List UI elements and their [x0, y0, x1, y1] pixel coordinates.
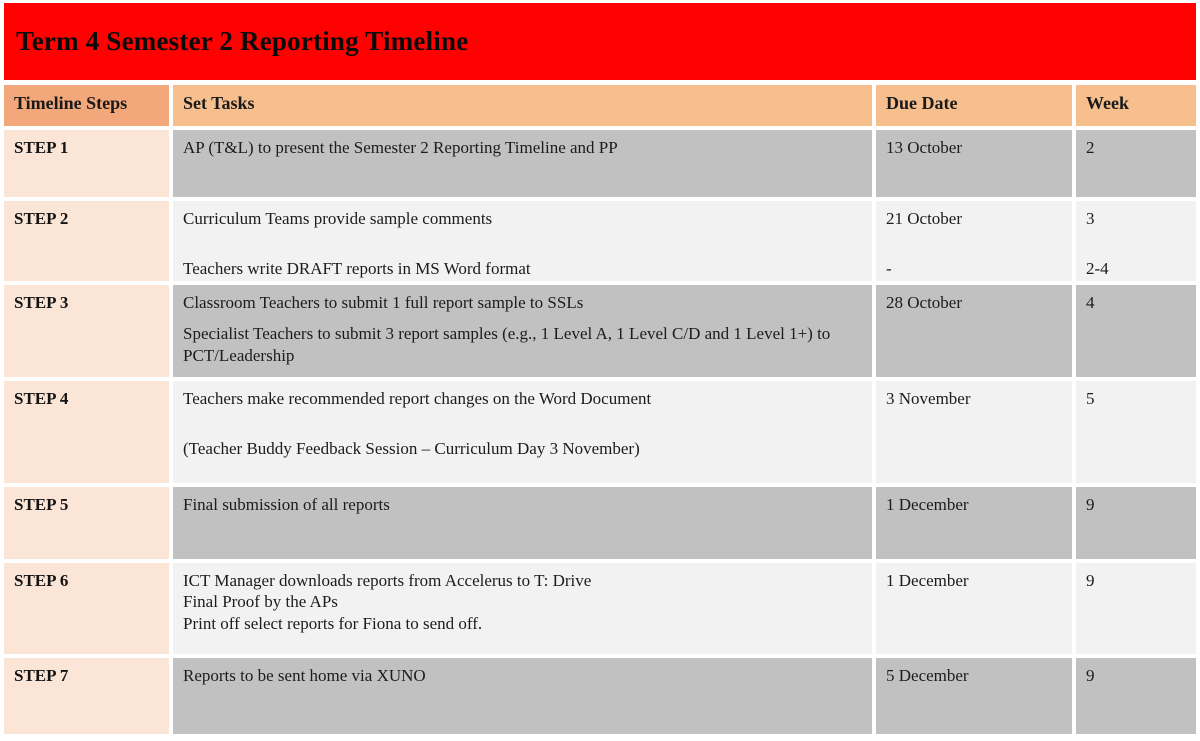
header-due-date: Due Date — [876, 85, 1072, 126]
task-line: Curriculum Teams provide sample comments — [183, 209, 493, 228]
week-cell — [1076, 201, 1196, 281]
task-cell — [173, 285, 872, 377]
week-cell — [1076, 130, 1196, 197]
step-cell: STEP 7 — [4, 658, 169, 734]
task-line: Classroom Teachers to submit 1 full report sample to SSLs — [183, 293, 584, 312]
week-line: 4 — [1086, 293, 1095, 312]
timeline-table — [4, 85, 1196, 734]
step-cell: STEP 5 — [4, 487, 169, 559]
due-line: 21 October — [886, 209, 963, 228]
task-cell — [173, 563, 872, 654]
due-line: 5 December — [886, 666, 969, 685]
week-line: 5 — [1086, 389, 1095, 408]
due-line: - — [886, 259, 892, 279]
week-cell — [1076, 381, 1196, 483]
step-cell: STEP 6 — [4, 563, 169, 654]
due-cell — [876, 285, 1072, 377]
due-cell — [876, 658, 1072, 734]
due-cell — [876, 487, 1072, 559]
task-line: Reports to be sent home via XUNO — [183, 666, 426, 685]
due-line: 1 December — [886, 571, 969, 590]
task-cell — [173, 130, 872, 197]
task-cell — [173, 658, 872, 734]
week-cell — [1076, 563, 1196, 654]
due-cell — [876, 563, 1072, 654]
due-line: 13 October — [886, 138, 963, 157]
page-title: Term 4 Semester 2 Reporting Timeline — [16, 26, 469, 56]
due-cell — [876, 381, 1072, 483]
week-line: 2 — [1086, 138, 1095, 157]
task-line: Final Proof by the APs — [183, 592, 338, 612]
due-cell — [876, 130, 1072, 197]
due-line: 28 October — [886, 293, 963, 312]
task-line: ICT Manager downloads reports from Accelerus to T: Drive — [183, 571, 592, 590]
task-line: Print off select reports for Fiona to send off. — [183, 613, 483, 633]
header-set-tasks: Set Tasks — [173, 85, 872, 126]
week-line: 9 — [1086, 666, 1095, 685]
task-cell — [173, 487, 872, 559]
week-line: 9 — [1086, 495, 1095, 514]
week-line: 3 — [1086, 209, 1095, 228]
step-cell: STEP 3 — [4, 285, 169, 377]
week-line: 9 — [1086, 571, 1095, 590]
step-cell: STEP 4 — [4, 381, 169, 483]
task-line: AP (T&L) to present the Semester 2 Reporting Timeline and PP — [183, 138, 618, 157]
task-line: Teachers write DRAFT reports in MS Word format — [183, 259, 531, 279]
week-cell — [1076, 658, 1196, 734]
due-line: 1 December — [886, 495, 969, 514]
week-cell — [1076, 487, 1196, 559]
task-cell — [173, 201, 872, 281]
step-cell: STEP 1 — [4, 130, 169, 197]
due-cell — [876, 201, 1072, 281]
task-line: (Teacher Buddy Feedback Session – Curriculum Day 3 November) — [183, 439, 640, 459]
task-line: Specialist Teachers to submit 3 report samples (e.g., 1 Level A, 1 Level C/D and 1 Level 1+) to PCT/Leadership — [183, 324, 831, 365]
header-timeline-steps: Timeline Steps — [4, 85, 169, 126]
due-line: 3 November — [886, 389, 971, 408]
task-line: Teachers make recommended report changes on the Word Document — [183, 389, 652, 408]
header-week: Week — [1076, 85, 1196, 126]
week-cell — [1076, 285, 1196, 377]
task-cell — [173, 381, 872, 483]
week-line: 2-4 — [1086, 259, 1109, 279]
step-cell: STEP 2 — [4, 201, 169, 281]
title-banner — [4, 3, 1196, 80]
task-line: Final submission of all reports — [183, 495, 390, 514]
